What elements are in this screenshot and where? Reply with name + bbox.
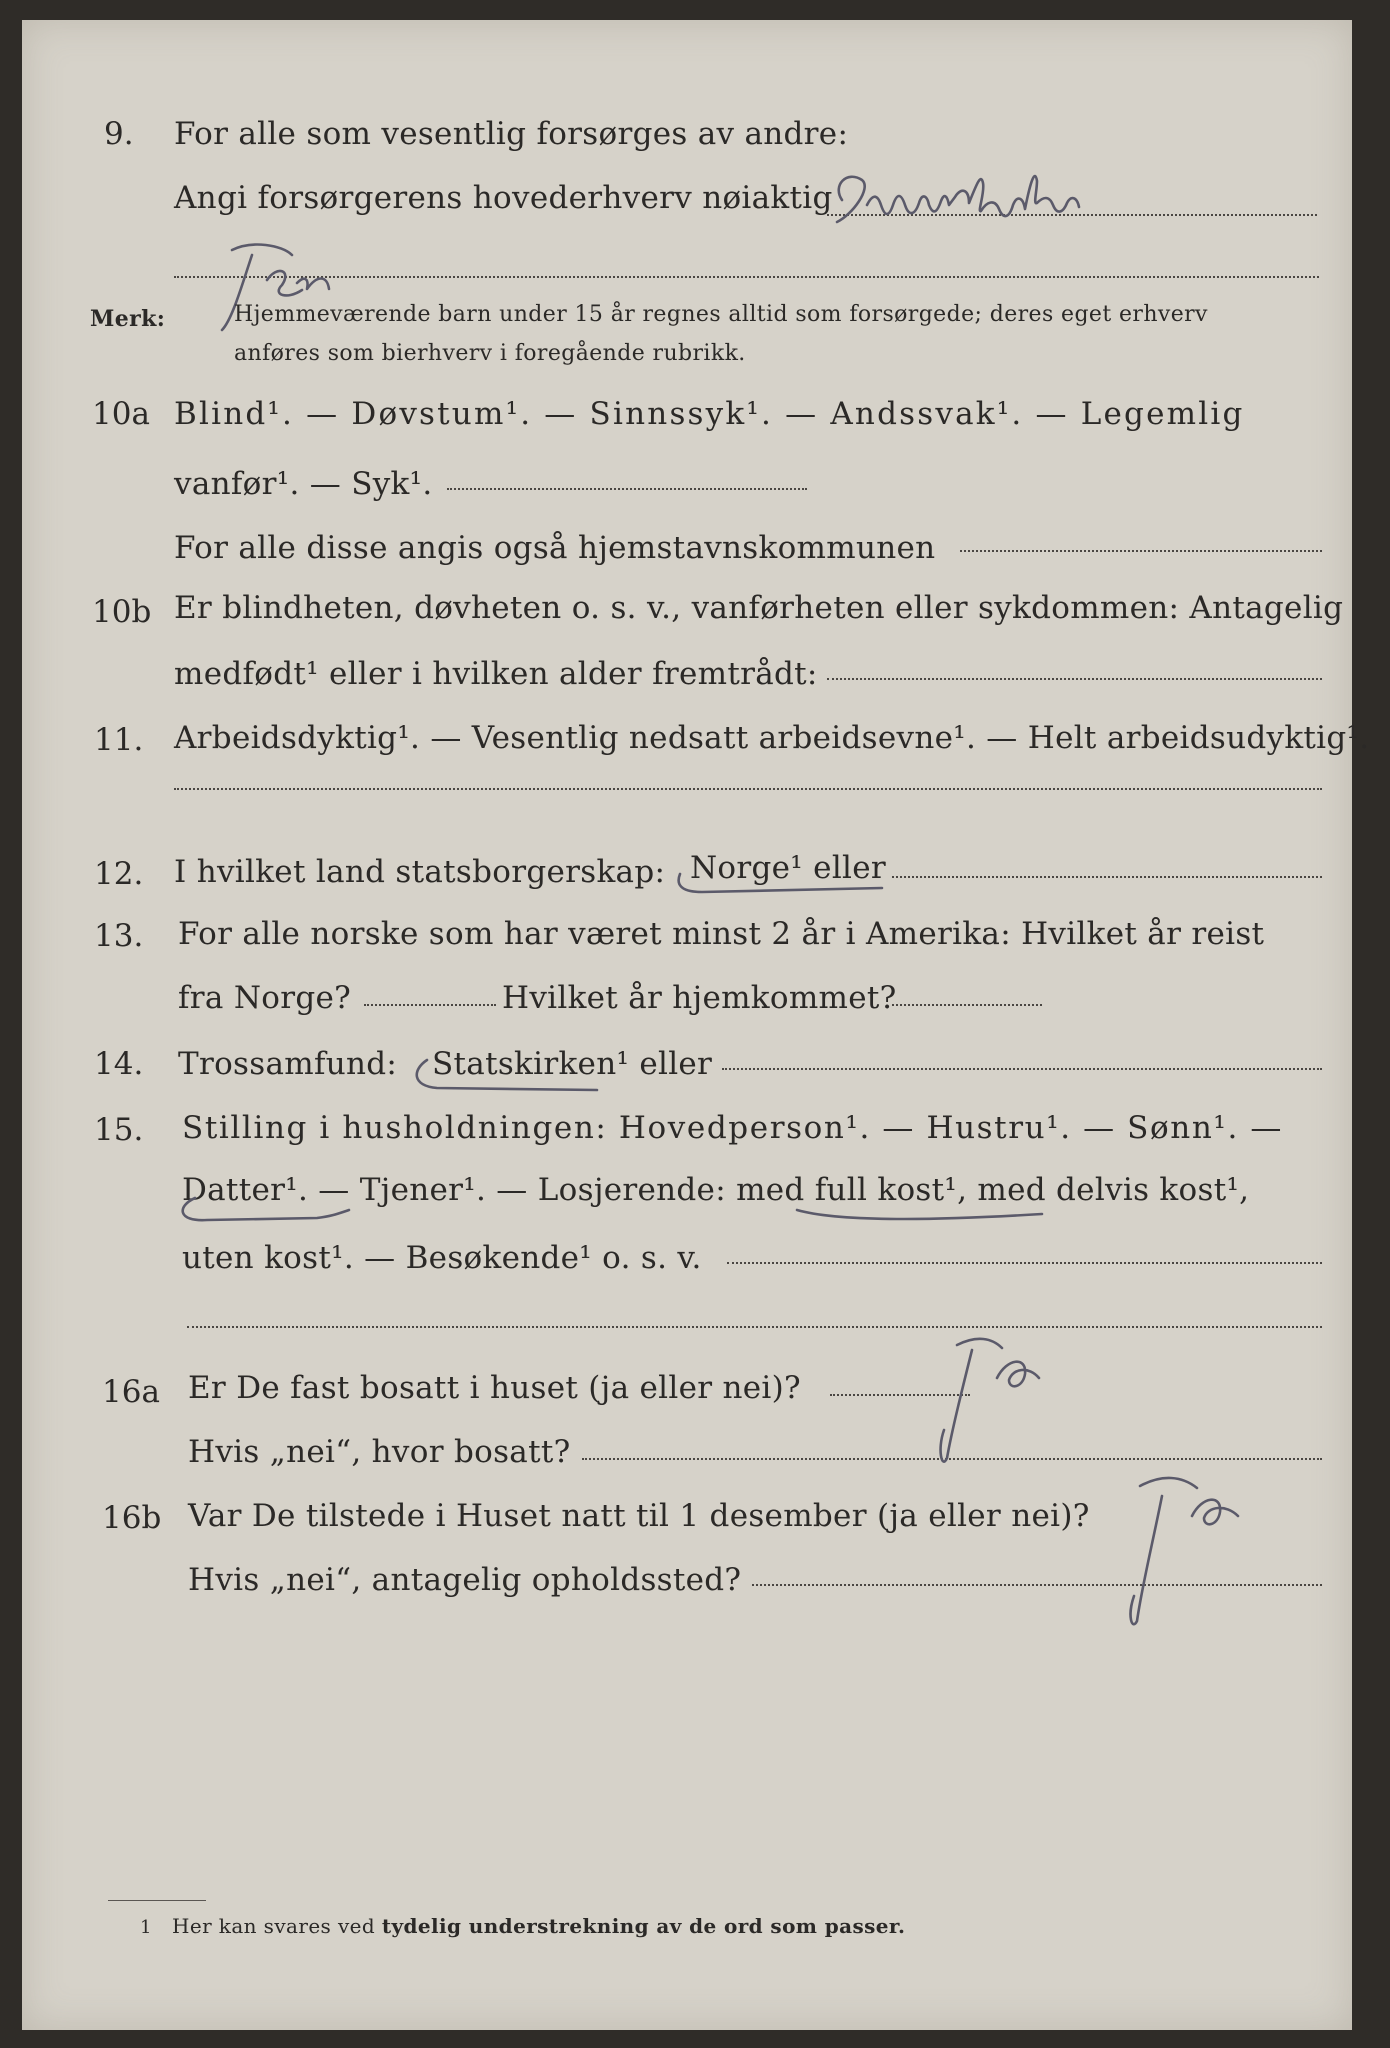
q15-line2: Datter¹. — Tjener¹. — Losjerende: med full kost¹, med delvis kost¹, — [182, 1172, 1250, 1208]
q9-line2: Angi forsørgerens hovederhverv nøiaktig — [174, 180, 833, 216]
q10a-line3: For alle disse angis også hjemstavnskommunen — [174, 530, 936, 566]
q15-answer-line — [727, 1262, 1322, 1264]
q12-label: I hvilket land statsborgerskap: — [174, 854, 666, 890]
q16b-line2: Hvis „nei“, antagelig opholdssted? — [188, 1562, 742, 1598]
q10b-line2: medfødt¹ eller i hvilken alder fremtrådt: — [174, 656, 818, 692]
q16b-handwritten-ja — [1102, 1456, 1302, 1636]
footnote-text-bold: tydelig understrekning av de ord som passer. — [381, 1914, 906, 1938]
q13-hjemkommet-line — [892, 1004, 1042, 1006]
q14-underline-mark — [407, 1050, 627, 1100]
merk-label: Merk: — [90, 306, 166, 332]
q16b-number: 16b — [102, 1500, 162, 1536]
q10a-syk-line — [447, 488, 807, 490]
q12-number: 12. — [94, 856, 144, 892]
q9-number: 9. — [104, 116, 134, 152]
q10a-kommune-line — [960, 550, 1322, 552]
q10a-line1: Blind¹. — Døvstum¹. — Sinnssyk¹. — Andssvak¹. — Legemlig — [174, 396, 1245, 432]
q12-underline-mark — [672, 862, 902, 902]
q15-line1: Stilling i husholdningen: Hovedperson¹. — Hustru¹. — Sønn¹. — — [182, 1110, 1283, 1146]
footnote-rule — [108, 1900, 206, 1901]
census-form-page — [22, 20, 1370, 2030]
q13-number: 13. — [94, 918, 144, 954]
q15-number: 15. — [94, 1112, 144, 1148]
q14-number: 14. — [94, 1046, 144, 1082]
q9-line1: For alle som vesentlig forsørges av andre: — [174, 116, 849, 152]
q11-number: 11. — [94, 722, 144, 758]
q13-line1: For alle norske som har været minst 2 år i Amerika: Hvilket år reist — [178, 916, 1265, 952]
q15-extra-line — [187, 1326, 1322, 1328]
q16a-line1: Er De fast bosatt i huset (ja eller nei)? — [188, 1370, 801, 1406]
q13-line2a: fra Norge? — [178, 980, 352, 1016]
q16a-line2: Hvis „nei“, hvor bosatt? — [188, 1434, 571, 1470]
q15-datter-underline-mark — [167, 1186, 367, 1230]
q10b-line1: Er blindheten, døvheten o. s. v., vanførheten eller sykdommen: Antagelig — [174, 590, 1344, 626]
q15-line3: uten kost¹. — Besøkende¹ o. s. v. — [182, 1240, 702, 1276]
q13-reist-line — [364, 1004, 496, 1006]
q10b-number: 10b — [92, 594, 152, 630]
q13-line2b: Hvilket år hjemkommet? — [502, 980, 897, 1016]
footnote-text — [172, 1912, 905, 1940]
q16a-number: 16a — [102, 1374, 160, 1410]
q16b-line1: Var De tilstede i Huset natt til 1 desember (ja eller nei)? — [188, 1498, 1090, 1534]
q10b-answer-line — [827, 678, 1322, 680]
q10a-line2: vanfør¹. — Syk¹. — [174, 466, 433, 502]
q15-full-kost-underline-mark — [792, 1192, 1062, 1232]
merk-line2: anføres som bierhverv i foregående rubrikk. — [234, 341, 746, 366]
q12-answer: Norge¹ eller — [690, 850, 887, 886]
q14-answer-line — [722, 1068, 1322, 1070]
q9-handwritten-answer — [822, 160, 1342, 240]
q12-answer-line — [892, 876, 1322, 878]
q14-answer: Statskirken¹ eller — [432, 1046, 713, 1082]
footnote-text-plain: Her kan svares ved — [172, 1914, 376, 1938]
q10a-number: 10a — [92, 396, 150, 432]
footnote-mark: 1 — [140, 1917, 152, 1938]
q11-answer-line — [174, 788, 1322, 790]
q14-label: Trossamfund: — [178, 1046, 398, 1082]
q16a-handwritten-ja — [922, 1320, 1102, 1470]
q11-line1: Arbeidsdyktig¹. — Vesentlig nedsatt arbeidsevne¹. — Helt arbeidsudyktig¹. — [174, 720, 1370, 756]
merk-line1: Hjemmeværende barn under 15 år regnes alltid som forsørgede; deres eget erhverv — [234, 302, 1208, 327]
